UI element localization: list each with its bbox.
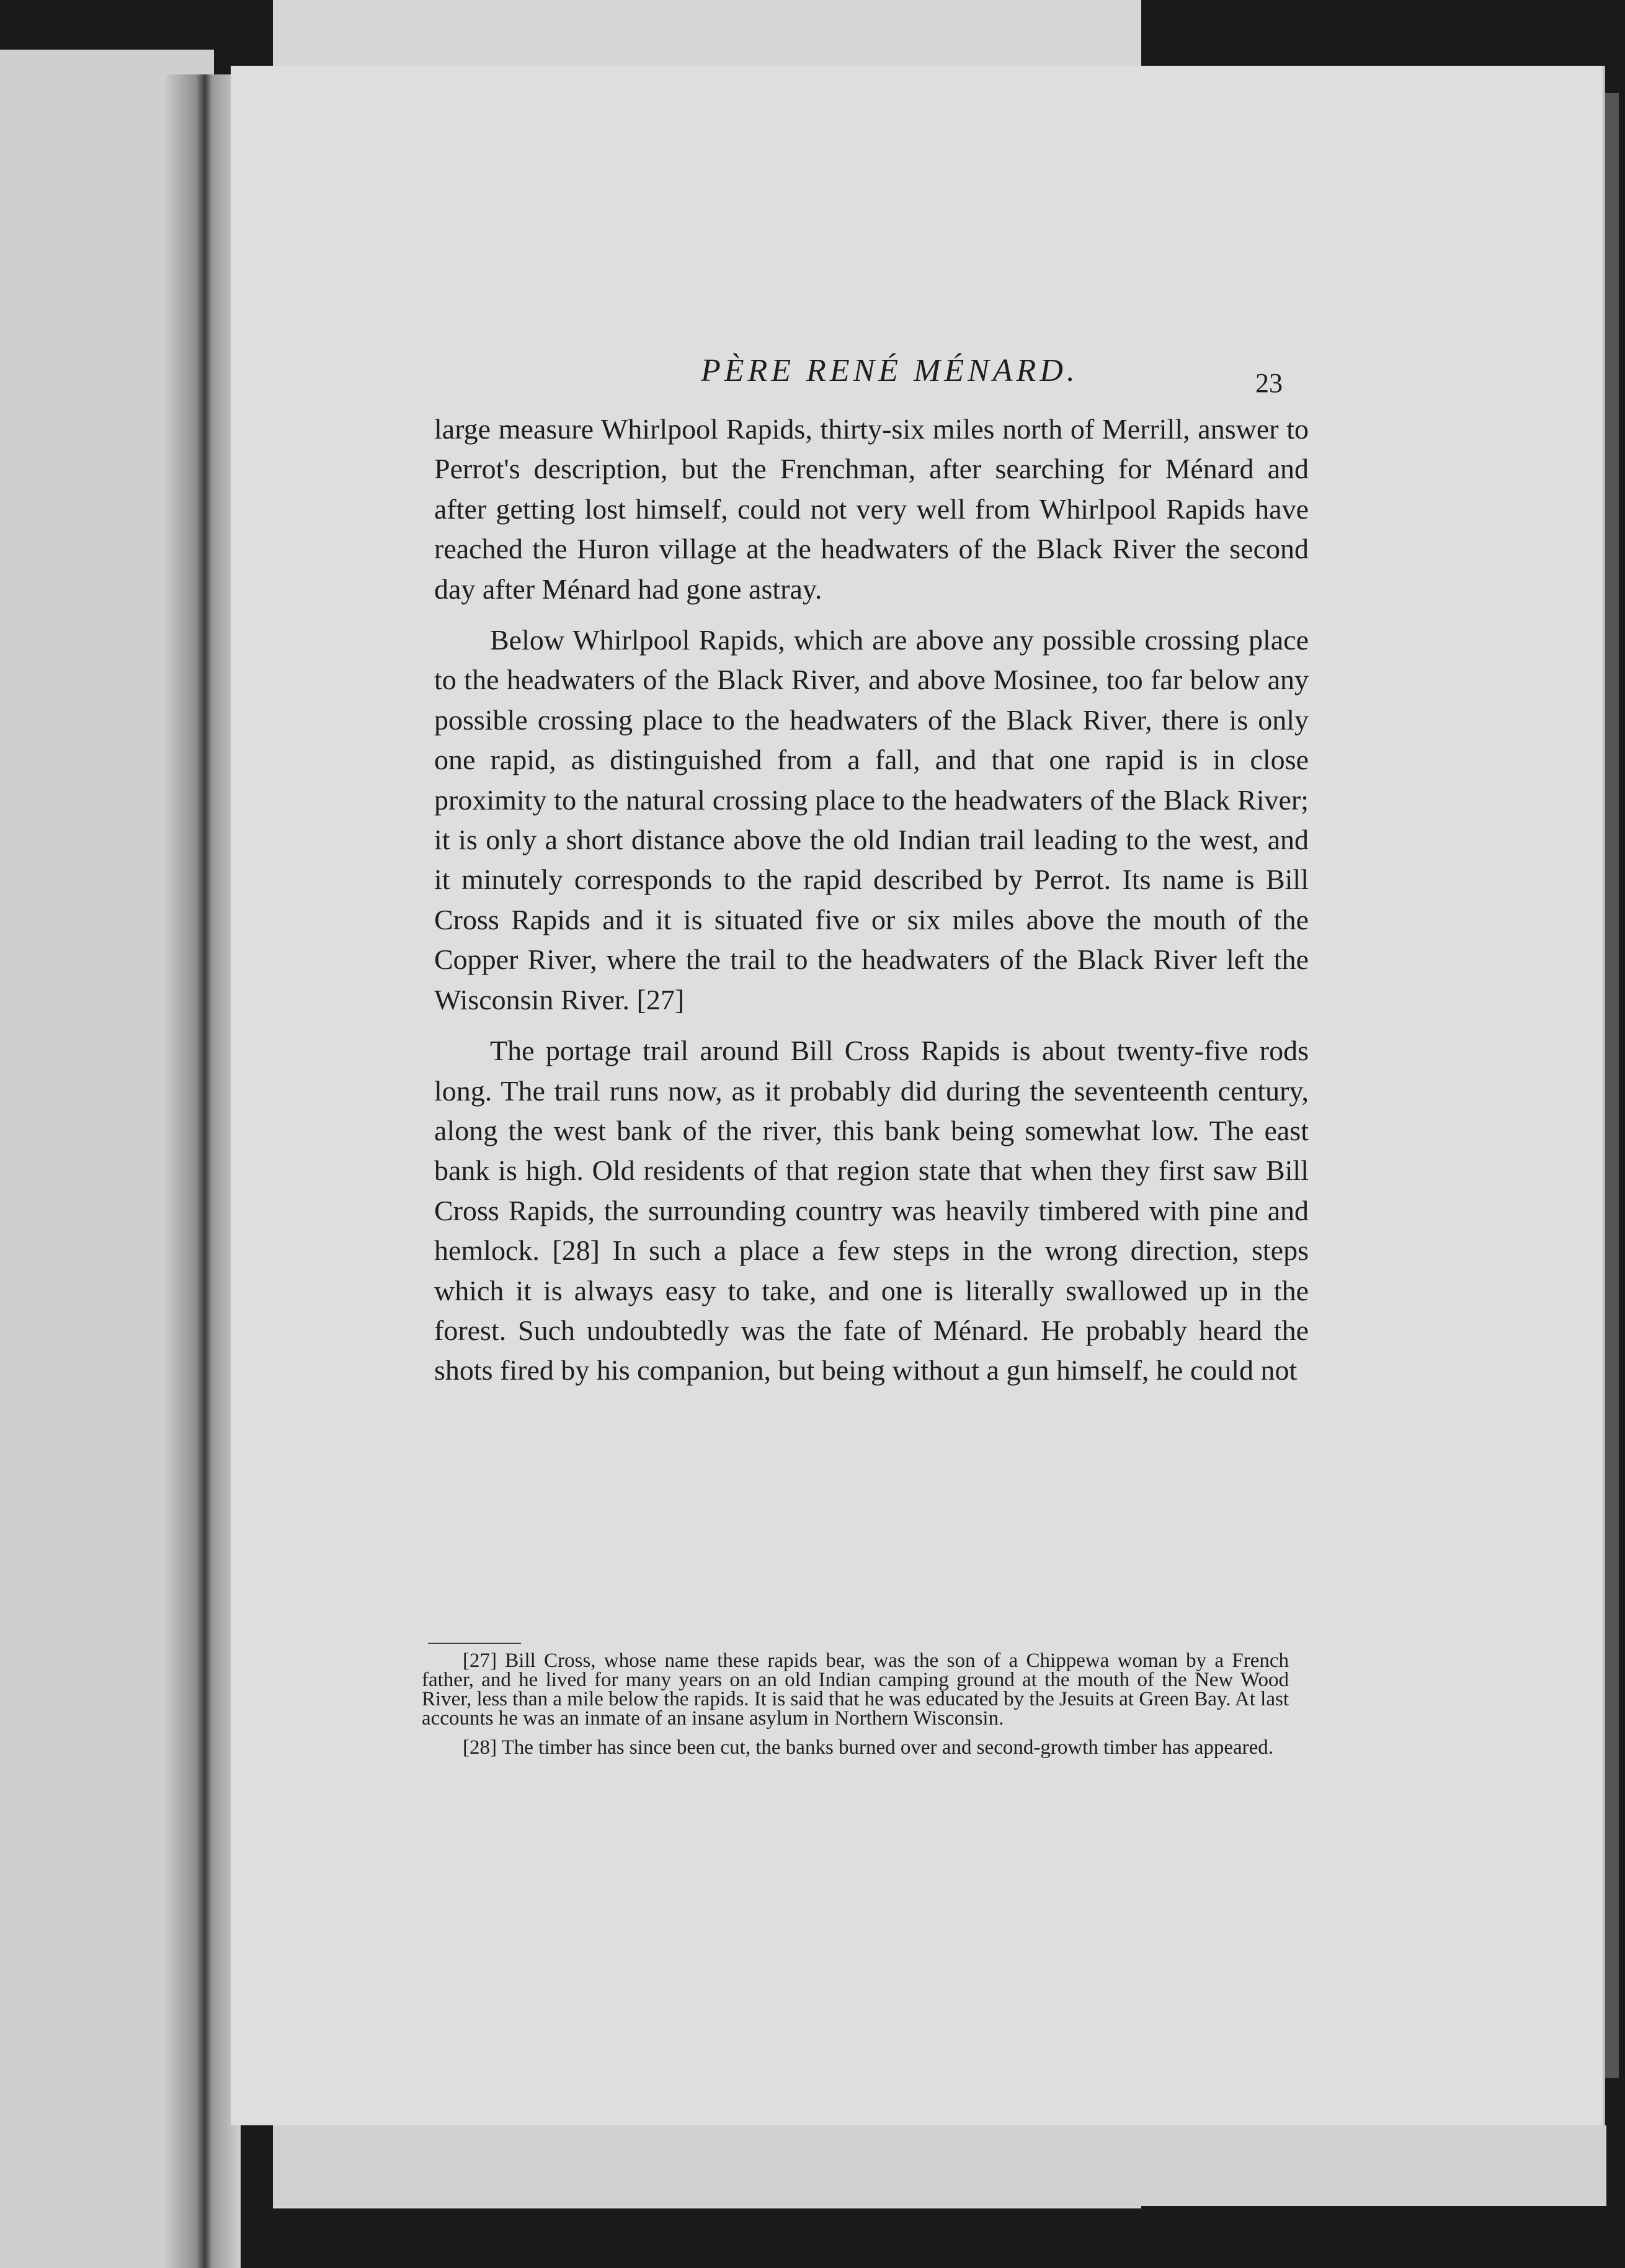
body-text [434, 409, 1309, 1391]
paragraph: large measure Whirlpool Rapids, thirty-six miles north of Merrill, answer to Perrot's description, but the Frenchman, after searching for Ménard and after getting lost himself, could not very well from Whirlpool Rapids have reached the Huron village at the headwaters of the Black River the second day after Ménard had gone astray. [434, 413, 1309, 605]
book-binding [166, 74, 241, 2268]
page-number: 23 [1255, 368, 1283, 398]
footnote-28: [28] The timber has since been cut, the banks burned over and second-growth timber has appeared. [463, 1736, 1274, 1759]
footnote-27: [27] Bill Cross, whose name these rapids bear, was the son of a Chippewa woman by a French father, and he lived for many years on an old Indian camping ground at the mouth of the New Wood River, less than a mile below the rapids. It is said that he was educated by the Jesuits at Green Bay. At last accounts he was an inmate of an insane asylum in Northern Wisconsin. [422, 1650, 1289, 1730]
paragraph: The portage trail around Bill Cross Rapids is about twenty-five rods long. The trail runs now, as it probably did during the seventeenth century, along the west bank of the river, this bank being somewhat low. The east bank is high. Old residents of that region state that when they first saw Bill Cross Rapids, the surrounding country was heavily timbered with pine and hemlock. [28] In such a place a few steps in the wrong direction, steps which it is always easy to take, and one is literally swallowed up in the forest. Such undoubtedly was the fate of Ménard. He probably heard the shots fired by his companion, but being without a gun himself, he could not [434, 1035, 1309, 1386]
page-edge-shadow [1600, 93, 1619, 2078]
footnotes [422, 1651, 1289, 1757]
footnote-divider [428, 1643, 521, 1644]
paragraph: Below Whirlpool Rapids, which are above any possible crossing place to the headwaters of the Black River, and above Mosinee, too far below any possible crossing place to the headwaters of the Black River, there is only one rapid, as distinguished from a fall, and that one rapid is in close proximity to the natural crossing place to the headwaters of the Black River; it is only a short distance above the old Indian trail leading to the west, and it minutely corresponds to the rapid described by Perrot. Its name is Bill Cross Rapids and it is situated five or six miles above the mouth of the Copper River, where the trail to the headwaters of the Black River left the Wisconsin River. [27] [434, 624, 1309, 1016]
underlying-page-strip [273, 2125, 1606, 2206]
running-head: PÈRE RENÉ MÉNARD. [701, 353, 1079, 388]
